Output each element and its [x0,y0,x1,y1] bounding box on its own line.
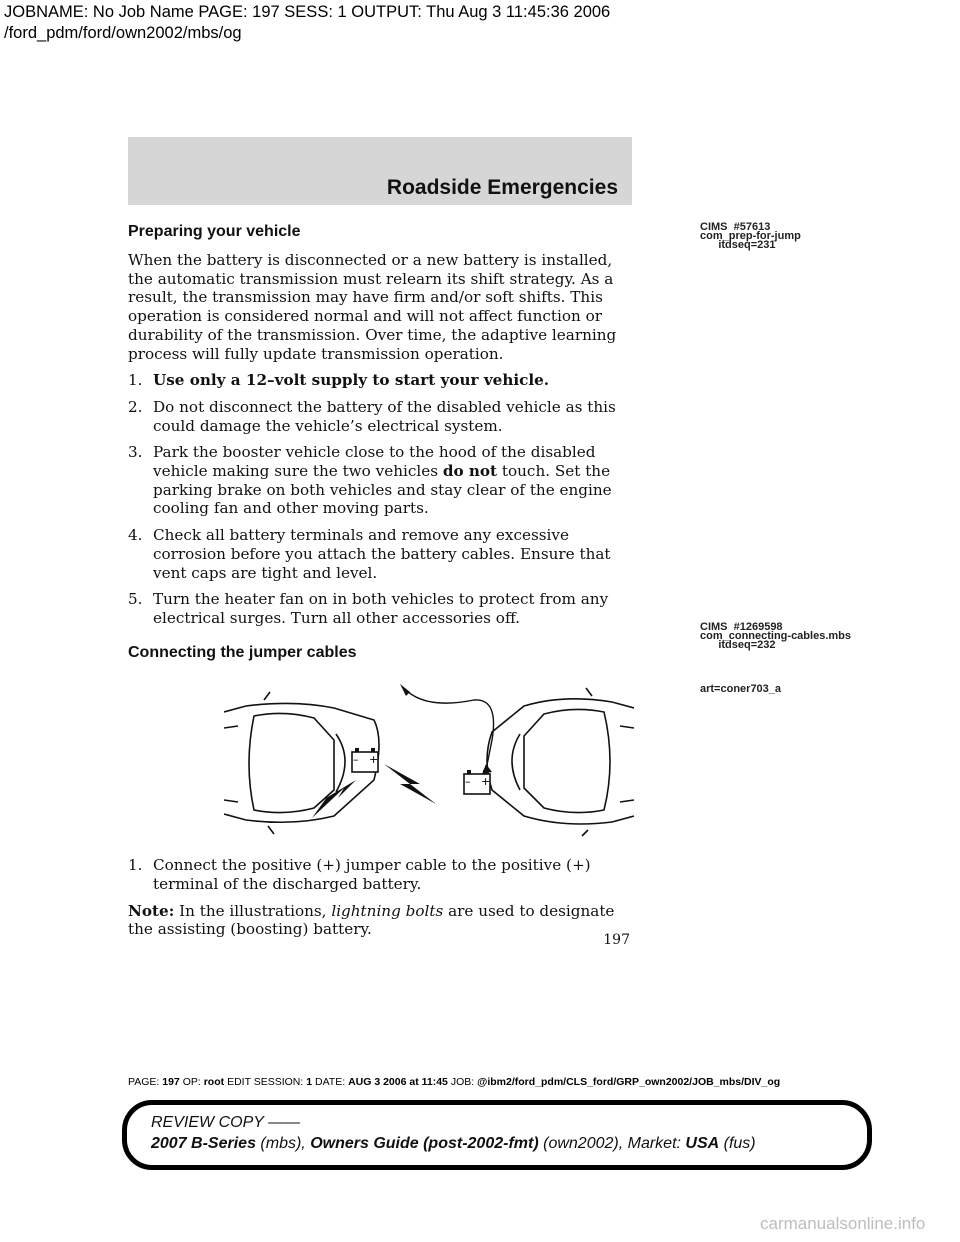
page-number: 197 [603,932,630,948]
footer-page-value: 197 [162,1076,180,1088]
art-reference: art=coner703_a [700,683,782,695]
cims-note-prep: CIMS #57613 com_prep-for-jump itdseq=231 [700,221,801,251]
job-header-line1: JOBNAME: No Job Name PAGE: 197 SESS: 1 OUTPUT: Thu Aug 3 11:45:36 2006 [4,3,611,21]
review-copy-details [151,1135,756,1153]
step-text-cont: touch. Set the parking brake on both vehicles and stay clear of the engine cooling fan and other moving parts. [153,462,612,518]
battery-minus-label: – [353,752,359,766]
step-number: 1. [128,856,143,875]
right-car-outline [487,688,634,836]
jumper-cable [404,688,494,770]
section-title: Roadside Emergencies [386,176,618,199]
prep-step-1 [128,371,634,390]
step-number: 1. [128,371,143,390]
note-paragraph [128,902,634,939]
heading-preparing: Preparing your vehicle [128,223,301,240]
heading-connecting: Connecting the jumper cables [128,643,357,661]
step-text: Park the booster vehicle close to the hood of the disabled vehicle making sure the two vehicles [153,443,596,481]
review-separator: , [301,1135,311,1152]
step-text: Use only a 12–volt supply to start your vehicle. [153,371,550,390]
review-market-label: , Market: [618,1135,686,1152]
footer-info [128,1076,780,1088]
footer-op-label: OP: [182,1076,201,1088]
note-emphasis: lightning bolts [331,901,444,920]
prep-step-3 [128,443,634,518]
lightning-bolt-icon [384,764,436,804]
battery-plus-label: + [369,752,379,766]
footer-page-label: PAGE: [128,1076,160,1088]
connect-step-1 [128,856,634,893]
step-text: Do not disconnect the battery of the disabled vehicle as this could damage the vehicle’s electrical system. [153,397,616,435]
job-header [4,2,610,44]
step-number: 3. [128,443,143,462]
job-header-line2: /ford_pdm/ford/own2002/mbs/og [4,24,242,42]
prep-step-2 [128,398,634,435]
note-text: In the illustrations, [174,901,332,920]
step-number: 2. [128,397,143,416]
cable-clamp-icon [482,764,492,774]
footer-job-value: @ibm2/ford_pdm/CLS_ford/GRP_own2002/JOB_mbs/DIV_og [477,1076,781,1088]
review-market-code: (fus) [719,1135,756,1152]
footer-date-value: AUG 3 2006 at 11:45 [348,1076,448,1088]
left-battery-icon [352,748,378,772]
step-text: Turn the heater fan on in both vehicles to protect from any electrical surges. Turn all other accessories off. [153,590,609,627]
note-label: Note: [128,901,175,920]
footer-session-value: 1 [306,1076,313,1088]
cims-note-connect: CIMS #1269598 com_connecting-cables.mbs itdseq=232 [700,621,851,651]
step-text: Connect the positive (+) jumper cable to the positive (+) terminal of the discharged battery. [153,856,591,894]
page-content [128,221,634,947]
review-model: 2007 B-Series [151,1135,256,1152]
prep-step-5 [128,590,634,627]
review-guide: Owners Guide (post-2002-fmt) [310,1135,539,1152]
footer-session-label: EDIT SESSION: [227,1076,304,1088]
review-guide-code: (own2002) [538,1135,619,1152]
review-copy-box [122,1100,872,1170]
jumper-cable-illustration [224,680,634,840]
review-copy-label: REVIEW COPY —— [151,1114,301,1131]
battery-minus-label: – [465,774,471,788]
cable-clamp-icon [400,684,410,696]
footer-date-label: DATE: [315,1076,346,1088]
review-market: USA [685,1135,720,1152]
footer-op-value: root [203,1076,225,1088]
review-model-code: (mbs) [255,1135,302,1152]
step-number: 5. [128,590,143,609]
step-number: 4. [128,526,143,545]
note-text-cont: are used to designate the assisting (boosting) battery. [128,901,615,939]
step-emphasis: do not [442,462,498,481]
prep-step-4 [128,526,634,582]
step-text: Check all battery terminals and remove any excessive corrosion before you attach the battery cables. Ensure that vent caps are tight and level. [153,526,611,582]
battery-plus-label: + [481,774,491,788]
intro-paragraph: When the battery is disconnected or a new battery is installed, the automatic transmission must relearn its shift strategy. As a result, the transmission may have firm and/or soft shifts. This operation is considered normal and will not affect function or durability of the transmission. Over time, the adaptive learning process will fully update transmission operation. [128,251,617,363]
footer-job-label: JOB: [450,1076,475,1088]
watermark: carmanualsonline.info [760,1214,926,1233]
right-battery-icon [464,770,490,794]
